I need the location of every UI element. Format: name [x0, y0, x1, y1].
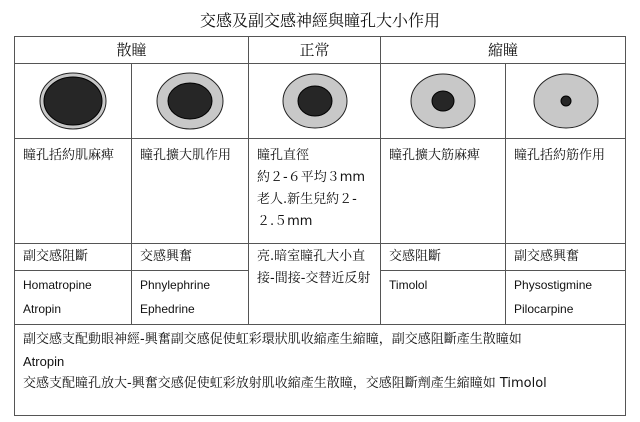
pupil-diagram-pinpoint [531, 71, 601, 131]
pupil-shape [44, 77, 102, 125]
drug-homatropine: Homatropine [23, 278, 92, 292]
pupil-shape [432, 91, 454, 111]
pupil-cell-3 [249, 64, 381, 139]
drugs-4 [381, 271, 506, 325]
drug-ephedrine: Ephedrine [140, 302, 195, 316]
note-line-1: 副交感支配動眼神經-興奮副交感促使虹彩環狀肌收縮產生縮瞳，副交感阻斷產生散瞳如 [23, 332, 522, 347]
desc-3-line4: ２.５mm [257, 214, 313, 229]
notes-cell [15, 325, 626, 416]
pupil-diagram-dilated [155, 71, 225, 131]
drugs-5 [506, 271, 626, 325]
header-dilation: 散瞳 [15, 37, 249, 64]
pupil-cell-1 [15, 64, 132, 139]
mechanism-1: 副交感阻斷 [15, 244, 132, 271]
desc-3-line2: 約２-６平均３mm [257, 170, 366, 185]
pupil-shape [561, 96, 571, 106]
desc-4: 瞳孔擴大筋麻痺 [381, 139, 506, 244]
desc-1: 瞳孔括約肌麻痺 [15, 139, 132, 244]
drug-timolol: Timolol [389, 278, 428, 292]
pupil-cell-5 [506, 64, 626, 139]
mechanism-2: 交感興奮 [132, 244, 249, 271]
note-line-2: Atropin [23, 354, 65, 369]
page-title: 交感及副交感神經與瞳孔大小作用 [199, 11, 440, 30]
pupil-diagram-normal [280, 71, 350, 131]
pupil-shape [168, 83, 212, 119]
drug-physostigmine: Physostigmine [514, 278, 593, 292]
drug-atropin: Atropin [23, 302, 62, 316]
pupil-shape [298, 86, 332, 116]
desc-3-line1: 瞳孔直徑 [257, 148, 310, 163]
drug-pilocarpine: Pilocarpine [514, 302, 574, 316]
note-line-3: 交感支配瞳孔放大-興奮交感促使虹彩放射肌收縮產生散瞳，交感阻斷劑產生縮瞳如 Timolol [23, 376, 547, 391]
desc-3 [249, 139, 381, 244]
drugs-1 [15, 271, 132, 325]
pupil-table [14, 36, 626, 416]
desc-2: 瞳孔擴大肌作用 [132, 139, 249, 244]
drugs-2 [132, 271, 249, 325]
pupil-diagram-large [38, 71, 108, 131]
header-normal: 正常 [249, 37, 381, 64]
drug-phnylephrine: Phnylephrine [140, 278, 211, 292]
desc-5: 瞳孔括約筋作用 [506, 139, 626, 244]
mechanism-5: 副交感興奮 [506, 244, 626, 271]
pupil-cell-2 [132, 64, 249, 139]
pupil-diagram-constricted [408, 71, 478, 131]
mechanism-4: 交感阻斷 [381, 244, 506, 271]
pupil-cell-4 [381, 64, 506, 139]
mechanism-3: 亮.暗室瞳孔大小直接-間接-交替近反射 [249, 244, 381, 325]
desc-3-line3: 老人.新生兒約２- [257, 192, 357, 207]
header-constriction: 縮瞳 [381, 37, 626, 64]
